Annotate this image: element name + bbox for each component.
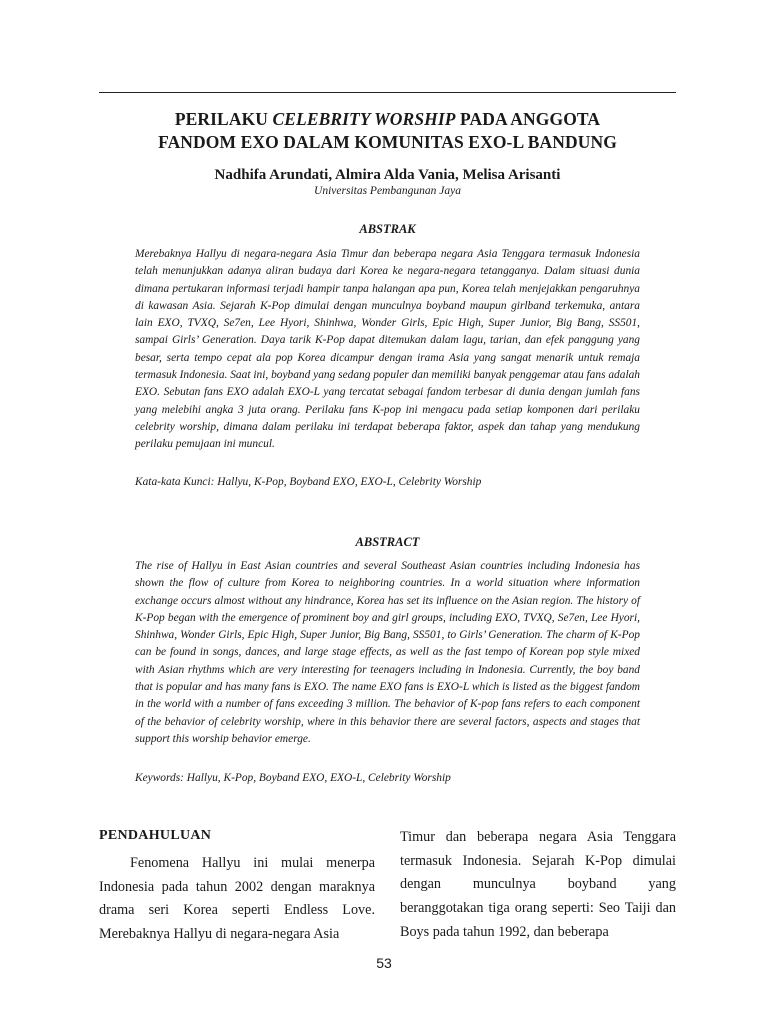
page-number: 53 <box>376 955 392 971</box>
paper-title <box>99 108 676 154</box>
abstract-text: The rise of Hallyu in East Asian countries and several Southeast Asian countries including Indonesia has shown the flow of culture from Korea to neighboring countries. In a world situation where information exchange occurs almost without any hindrance, Korea has set its influence on the Asian region. The history of K-Pop began with the emergence of prominent boy and girl groups, including EXO, TVXQ, Se7en, Lee Hyori, Shinhwa, Wonder Girls, Epic High, Super Junior, Big Bang, SS501, to Girls’ Generation. The charm of K-Pop can be found in songs, dances, and large stage effects, as well as the fast tempo of Korean pop style mixed with Asian rhythms which are very interesting for teenagers including in Indonesia. Currently, the boy band that is popular and has many fans is EXO. The name EXO fans is EXO-L which is listed as the biggest fandom in the world with a number of fans exceeding 3 million. The behavior of K-pop fans refers to each component of the behavior of celebrity worship, where in this behavior there are several factors, aspects and stages that support this worship behavior emerge. <box>135 560 640 745</box>
left-column-text: Fenomena Hallyu ini mulai menerpa Indonesia pada tahun 2002 dengan maraknya drama seri Korea seperti Endless Love. Merebaknya Hallyu di negara-negara Asia <box>99 855 375 943</box>
abstrak-text: Merebaknya Hallyu di negara-negara Asia Timur dan beberapa negara Asia Tenggara termasuk Indonesia telah menunjukkan adanya aliran budaya dari Korea ke negara-negara tetangganya. Dalam situasi dunia dimana pertukaran informasi terjadi hampir tanpa halangan apa pun, Korea telah menjejakkan pengaruhnya di kawasan Asia. Sejarah K-Pop dimulai dengan munculnya boyband maupun girlband terkemuka, antara lain EXO, TVXQ, Se7en, Lee Hyori, Shinhwa, Wonder Girls, Epic High, Super Junior, Big Bang, SS501, sampai Girls’ Generation. Daya tarik K-Pop dapat ditemukan dalam lagu, tarian, dan efek panggung yang besar, serta tempo cepat ala pop Korea dicampur dengan irama Asia yang sangat menarik untuk remaja termasuk Indonesia. Saat ini, boyband yang sedang populer dan memiliki banyak penggemar atau fans adalah EXO. Sebutan fans EXO adalah EXO-L yang tercatat sebagai fandom terbesar di dunia dengan jumlah fans yang melebihi angka 3 juta orang. Perilaku fans K-pop ini mengacu pada setiap komponen dari perilaku celebrity worship, dimana dalam perilaku ini terdapat beberapa faktor, aspek dan tahap yang mendukung perilaku pemujaan ini muncul. <box>135 248 640 451</box>
abstract-heading: ABSTRACT <box>355 535 420 549</box>
authors: Nadhifa Arundati, Almira Alda Vania, Melisa Arisanti <box>214 167 561 183</box>
abstrak-heading: ABSTRAK <box>359 222 416 236</box>
title-line-1 <box>99 108 676 131</box>
abstrak-keywords: Kata-kata Kunci: Hallyu, K-Pop, Boyband EXO, EXO-L, Celebrity Worship <box>135 476 482 488</box>
title-line-1-suffix: PADA ANGGOTA <box>455 109 601 129</box>
right-column-text: Timur dan beberapa negara Asia Tenggara termasuk Indonesia. Sejarah K-Pop dimulai dengan munculnya boyband yang beranggotakan tiga orang seperti: Seo Taiji dan Boys pada tahun 1992, dan beberapa <box>400 829 676 940</box>
top-rule <box>99 92 676 93</box>
title-line-1-italic: CELEBRITY WORSHIP <box>272 109 456 129</box>
affiliation: Universitas Pembangunan Jaya <box>314 185 461 197</box>
section-heading: PENDAHULUAN <box>99 828 212 843</box>
title-line-2: FANDOM EXO DALAM KOMUNITAS EXO-L BANDUNG <box>158 132 617 152</box>
abstract-keywords: Keywords: Hallyu, K-Pop, Boyband EXO, EXO-L, Celebrity Worship <box>135 772 451 784</box>
title-line-1-prefix: PERILAKU <box>174 109 273 129</box>
